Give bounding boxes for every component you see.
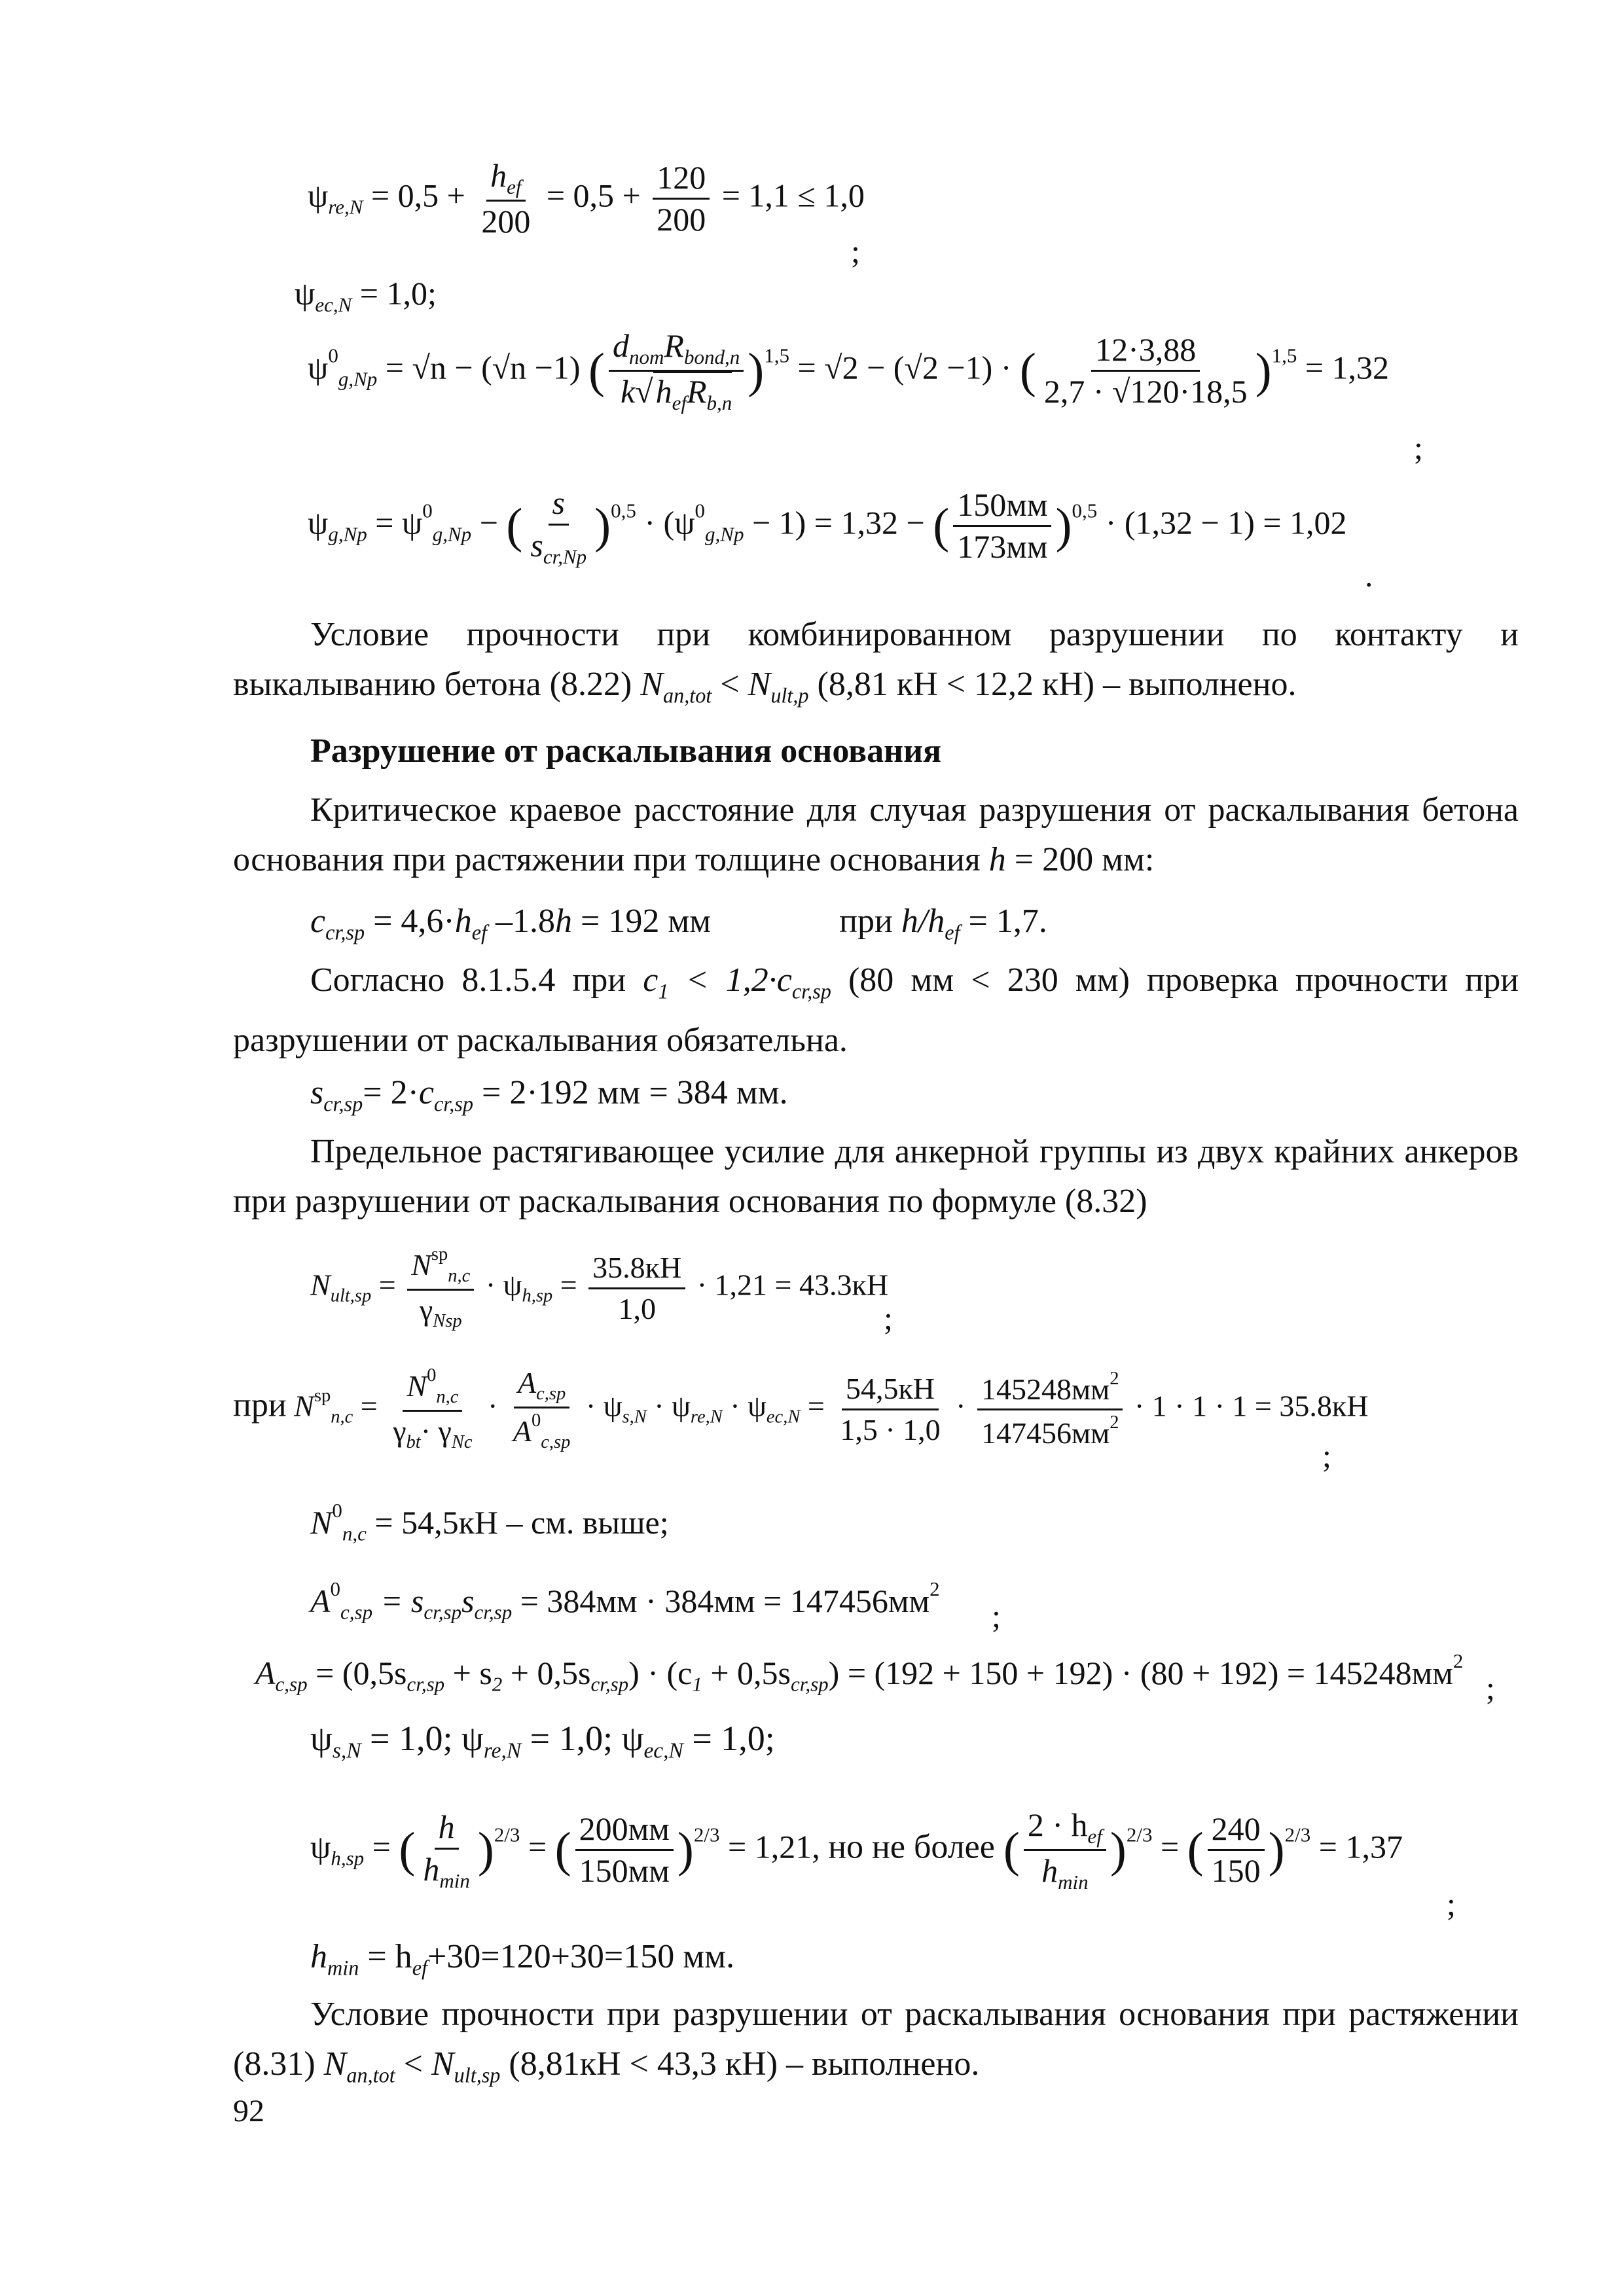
fraction: $\frac{h_{ef}}{200}$ — [481, 157, 531, 240]
semicolon: ; — [1447, 1886, 1456, 1922]
semicolon: ; — [884, 1300, 893, 1336]
fraction: $\frac{54,5кН}{1,5 \cdot 1,0}$ — [840, 1372, 941, 1446]
formula-psi-h-sp: $\psi_{h,sp}$ = ( $\frac{h}{h_{min}}$ )$^{2/3}$ = ( $\frac{200мм}{150мм}$ )$^{2/3}$ = 1,21, но не более ( $\frac{2 \cdot h_{ef}}{h_{min}}$ )$^{2/3}$ = ( $\frac{240}{150}$ )$^{2/3}$ = 1,37 — [310, 1806, 1403, 1894]
paragraph-combined-failure: Условие прочности при комбинированном разрушении по контакту и выкалыванию бетона (8.22) $N_{an,tot} < N_{ult,p}$ (8,81 кН < 12,2 кН) – выполнено. — [233, 616, 1519, 708]
semicolon: ; — [1414, 429, 1423, 466]
formula-h-min: $h_{min} = h_{ef}+30=120+30=150$ мм. — [310, 1938, 735, 1980]
semicolon: ; — [1322, 1437, 1331, 1474]
fraction: $\frac{35.8кН}{1,0}$ — [588, 1249, 685, 1326]
paragraph-splitting-condition: Условие прочности при разрушении от раскалывания основания при растяжении (8.31) $N_{an,tot} < N_{ult,sp}$ (8,81кН < 43,3 кН) – выполнено. — [233, 1996, 1519, 2087]
fraction: $\frac{h}{h_{min}}$ — [423, 1808, 470, 1892]
fraction: $\frac{120}{200}$ — [653, 159, 710, 239]
formula-n0-nc: $N^0_{n,c} = 54,5кН$ – см. выше; — [310, 1499, 669, 1545]
formula-s-cr-sp: $s_{cr,sp}= 2\cdot c_{cr,sp} = 2\cdot 192$ мм = 384 мм. — [310, 1074, 788, 1116]
formula-psi-set: $\psi_{s,N} = 1,0$; $\psi_{re,N} = 1,0$; $\psi_{ec,N} = 1,0$; — [310, 1719, 775, 1763]
period: . — [1365, 557, 1373, 594]
fraction: $\frac{N^{sp}_{n,c}}{\gamma_{Nsp}}$ — [407, 1244, 474, 1333]
formula-a0-c-sp: $A^0_{c,sp} = s_{cr,sp}s_{cr,sp} = 384мм \cdot 384мм = 147456мм^2$ — [310, 1577, 940, 1624]
section-heading: Разрушение от раскалывания основания — [310, 732, 942, 770]
page-number: 92 — [233, 2094, 264, 2128]
paragraph-ultimate-force: Предельное растягивающее усилие для анкерной группы из двух крайних анкеров при разрушении от раскалывания основания по формуле (8.32) — [233, 1133, 1519, 1220]
fraction: $\frac{240}{150}$ — [1208, 1810, 1265, 1890]
formula-a-c-sp: $A_{c,sp} = (0,5s_{cr,sp} + s_2 + 0,5s_{cr,sp}) \cdot (c_1 + 0,5s_{cr,sp}) = (192 + 150 + 192) \cdot (80 + 192) = 145248мм^2$ — [255, 1649, 1464, 1696]
semicolon: ; — [992, 1598, 1001, 1634]
semicolon: ; — [1486, 1670, 1495, 1706]
fraction: $\frac{A_{c,sp}}{A^0_{c,sp}}$ — [513, 1366, 571, 1452]
fraction: $\frac{150мм}{173мм}$ — [953, 486, 1051, 566]
fraction: $\frac{N^0_{n,c}}{\gamma_{bt}\cdot \gamma_{Nc}}$ — [393, 1365, 473, 1452]
fraction: $\frac{200мм}{150мм}$ — [575, 1810, 674, 1890]
formula-psi-g-np: $\psi_{g,Np} = \psi^0_{g,Np}$ − ( $\frac{s}{s_{cr,Np}}$ )$^{0,5} \cdot (\psi^0_{g,Np} - 1) = 1,32$ − ( $\frac{150мм}{173мм}$ )$^{0,5}$ · (1,32 − 1) = 1,02 — [308, 484, 1347, 568]
fraction: $\frac{s}{s_{cr,Np}}$ — [530, 484, 587, 568]
fraction: $\frac{d_{nom}R_{bond,n}}{k√h_{ef}R_{b,n}}$ — [609, 327, 744, 415]
formula-n-sp-nc: при $N^{sp}_{n,c}$ = $\frac{N^0_{n,c}}{\gamma_{bt}\cdot \gamma_{Nc}}$ · $\frac{A_{c,sp}}{A^0_{c,sp}}$ · $\psi_{s,N} \cdot \psi_{re,N} \cdot \psi_{ec,N}$ = $\frac{54,5кН}{1,5 \cdot 1,0}$ · $\frac{145248мм^2}{147456мм^2}$ · 1 · 1 · 1 = 35.8кН — [233, 1365, 1368, 1454]
semicolon: ; — [851, 233, 860, 270]
paragraph-critical-distance: Критическое краевое расстояние для случая разрушения от раскалывания бетона основания при растяжении при толщине основания h = 200 мм: — [233, 791, 1519, 878]
formula-psi-re-n: $\psi_{re,N} = 0,5$ + $\frac{h_{ef}}{200}$ = 0,5 + $\frac{120}{200}$ = 1,1 ≤ 1,0 — [308, 157, 865, 240]
paragraph-clause-check: Согласно 8.1.5.4 при $c_1 < 1,2\cdot c_{cr,sp}$ (80 мм < 230 мм) проверка прочности при разрушении от раскалывания обязательна. — [233, 961, 1519, 1060]
formula-psi0-g-np: $\psi^0_{g,Np} = √n - (√n -1)$ ( $\frac{d_{nom}R_{bond,n}}{k√h_{ef}R_{b,n}}$ )$^{1,5}$ = √2 − (√2 −1) · ( $\frac{12\cdot 3,88}{2,7 \cdot √120\cdot 18,5}$ )$^{1,5}$ = 1,32 — [308, 327, 1390, 415]
formula-n-ult-sp: $N_{ult,sp}$ = $\frac{N^{sp}_{n,c}}{\gamma_{Nsp}}$ · $\psi_{h,sp}$ = $\frac{35.8кН}{1,0}$ · 1,21 = 43.3кН — [310, 1244, 888, 1333]
fraction: $\frac{12\cdot 3,88}{2,7 \cdot √120\cdot 18,5}$ — [1043, 331, 1248, 410]
formula-c-cr-sp: $c_{cr,sp} = 4,6\cdot h_{ef}$ –1.8h = 192 мм при $h/h_{ef} = 1,7$. — [310, 903, 1047, 944]
formula-psi-ec-n: $\psi_{ec,N} = 1,0$; — [295, 275, 437, 316]
fraction: $\frac{2 \cdot h_{ef}}{h_{min}}$ — [1024, 1806, 1106, 1894]
fraction: $\frac{145248мм^2}{147456мм^2}$ — [977, 1368, 1123, 1451]
